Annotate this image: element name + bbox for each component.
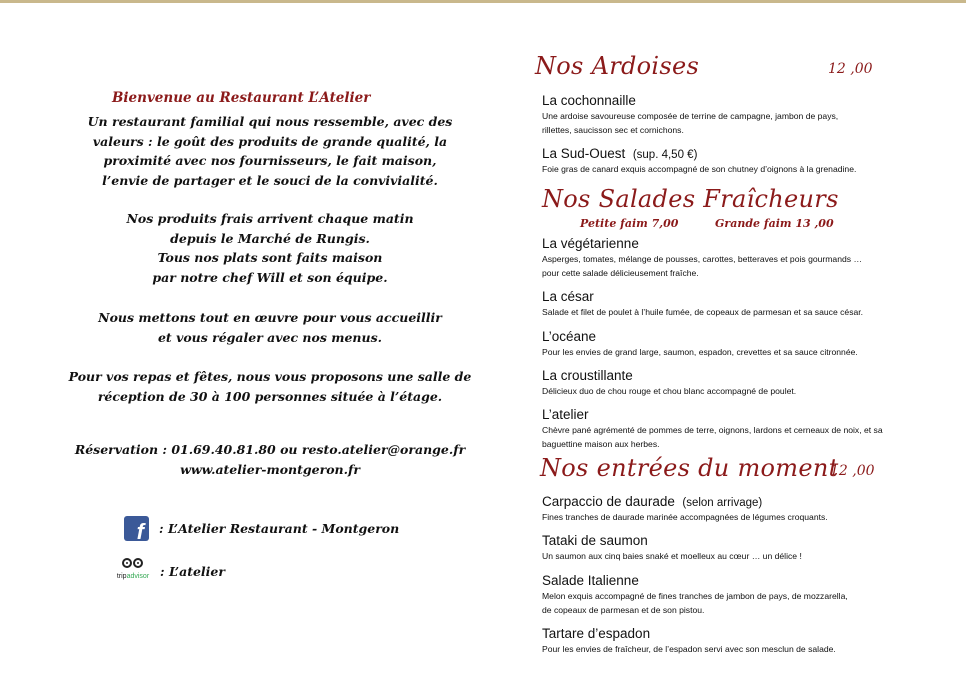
dish-name: La Sud-Ouest (sup. 4,50 €) bbox=[542, 146, 698, 161]
price-ardoises: 12 ,00 bbox=[828, 61, 873, 77]
welcome-line: Pour vos repas et fêtes, nous vous proposons une salle de bbox=[68, 369, 472, 384]
dish-item bbox=[542, 146, 942, 176]
dish-description: Délicieux duo de chou rouge et chou blanc accompagné de poulet. bbox=[542, 386, 797, 396]
welcome-line: Un restaurant familial qui nous ressemble, avec des bbox=[87, 114, 453, 129]
dish-description: Une ardoise savoureuse composée de terrine de campagne, jambon de pays, rillettes, saucisson sec et cornichons. bbox=[542, 111, 839, 135]
tripadvisor-label: : L’atelier bbox=[160, 563, 225, 579]
dish-description: Salade et filet de poulet à l’huile fumée, de copeaux de parmesan et sa sauce césar. bbox=[542, 307, 864, 317]
section-title-ardoises: Nos Ardoises bbox=[535, 52, 700, 80]
dish-description: Chèvre pané agrémenté de pommes de terre, oignons, lardons et cerneaux de noix, et sa baguettine maison aux herbes. bbox=[542, 425, 883, 449]
dish-item bbox=[542, 626, 942, 656]
facebook-label: : L’Atelier Restaurant - Montgeron bbox=[159, 521, 400, 536]
dish-name: Salade Italienne bbox=[542, 573, 639, 588]
dish-description: Fines tranches de daurade marinée accompagnées de légumes croquants. bbox=[542, 512, 828, 522]
welcome-line: par notre chef Will et son équipe. bbox=[152, 269, 388, 285]
website-line: www.atelier-montgeron.fr bbox=[180, 461, 360, 477]
price-grande-faim: Grande faim 13 ,00 bbox=[715, 217, 834, 230]
welcome-paragraph-3 bbox=[60, 308, 480, 347]
section-title-entrees: Nos entrées du moment bbox=[540, 454, 839, 482]
welcome-paragraph-2 bbox=[60, 209, 480, 287]
welcome-paragraph-1 bbox=[60, 112, 480, 190]
dish-description: Un saumon aux cinq baies snaké et moelleux au cœur … un délice ! bbox=[542, 551, 802, 561]
dish-item bbox=[542, 236, 942, 280]
section-title-salades: Nos Salades Fraîcheurs bbox=[542, 185, 839, 213]
welcome-title: Bienvenue au Restaurant L’Atelier bbox=[112, 90, 371, 106]
price-entrees: 12 ,00 bbox=[830, 463, 875, 479]
dish-name: La végétarienne bbox=[542, 236, 639, 251]
dish-description: Asperges, tomates, mélange de pousses, carottes, betteraves et pois gourmands … pour cette salade délicieusement fraîche. bbox=[542, 254, 863, 278]
dish-item bbox=[542, 494, 942, 524]
welcome-line: Nos produits frais arrivent chaque matin bbox=[126, 211, 414, 226]
facebook-link[interactable] bbox=[124, 516, 400, 544]
welcome-line: valeurs : le goût des produits de grande qualité, la bbox=[92, 133, 448, 149]
welcome-line: depuis le Marché de Rungis. bbox=[170, 230, 370, 246]
price-petite-faim: Petite faim 7,00 bbox=[580, 217, 679, 230]
reservation-line: Réservation : 01.69.40.81.80 ou resto.atelier@orange.fr bbox=[74, 442, 466, 457]
dish-item bbox=[542, 93, 942, 137]
welcome-line: Nous mettons tout en œuvre pour vous accueillir bbox=[98, 310, 442, 325]
welcome-line: l’envie de partager et le souci de la convivialité. bbox=[102, 172, 438, 188]
reservation-info bbox=[60, 440, 480, 479]
welcome-paragraph-4 bbox=[60, 367, 480, 406]
tripadvisor-icon: tripadvisor bbox=[116, 556, 150, 586]
welcome-line: Tous nos plats sont faits maison bbox=[157, 250, 383, 266]
dish-name: Carpaccio de daurade (selon arrivage) bbox=[542, 494, 763, 509]
dish-name: Tartare d’espadon bbox=[542, 626, 651, 641]
dish-name: L’atelier bbox=[542, 407, 589, 422]
welcome-line: proximité avec nos fournisseurs, le fait maison, bbox=[103, 153, 437, 169]
dish-description: Pour les envies de grand large, saumon, espadon, crevettes et sa sauce citronnée. bbox=[542, 347, 858, 357]
dish-name: L’océane bbox=[542, 329, 597, 344]
tripadvisor-link[interactable] bbox=[116, 556, 225, 586]
dish-item bbox=[542, 533, 942, 563]
dish-description: Pour les envies de fraîcheur, de l’espadon servi avec son mesclun de salade. bbox=[542, 644, 836, 654]
welcome-line: et vous régaler avec nos menus. bbox=[157, 329, 382, 345]
dish-item bbox=[542, 573, 942, 617]
dish-item bbox=[542, 407, 942, 451]
dish-description: Melon exquis accompagné de fines tranches de jambon de pays, de mozzarella, de copeaux de parmesan et de son pistou. bbox=[542, 591, 848, 615]
dish-name: Tataki de saumon bbox=[542, 533, 648, 548]
dish-item bbox=[542, 368, 942, 398]
facebook-icon: f bbox=[124, 516, 149, 541]
dish-name: La césar bbox=[542, 289, 594, 304]
dish-item bbox=[542, 289, 942, 319]
dish-name: La cochonnaille bbox=[542, 93, 636, 108]
dish-name: La croustillante bbox=[542, 368, 633, 383]
dish-item bbox=[542, 329, 942, 359]
dish-description: Foie gras de canard exquis accompagné de son chutney d’oignons à la grenadine. bbox=[542, 164, 857, 174]
welcome-line: réception de 30 à 100 personnes située à l’étage. bbox=[97, 388, 443, 404]
top-border bbox=[0, 0, 966, 3]
